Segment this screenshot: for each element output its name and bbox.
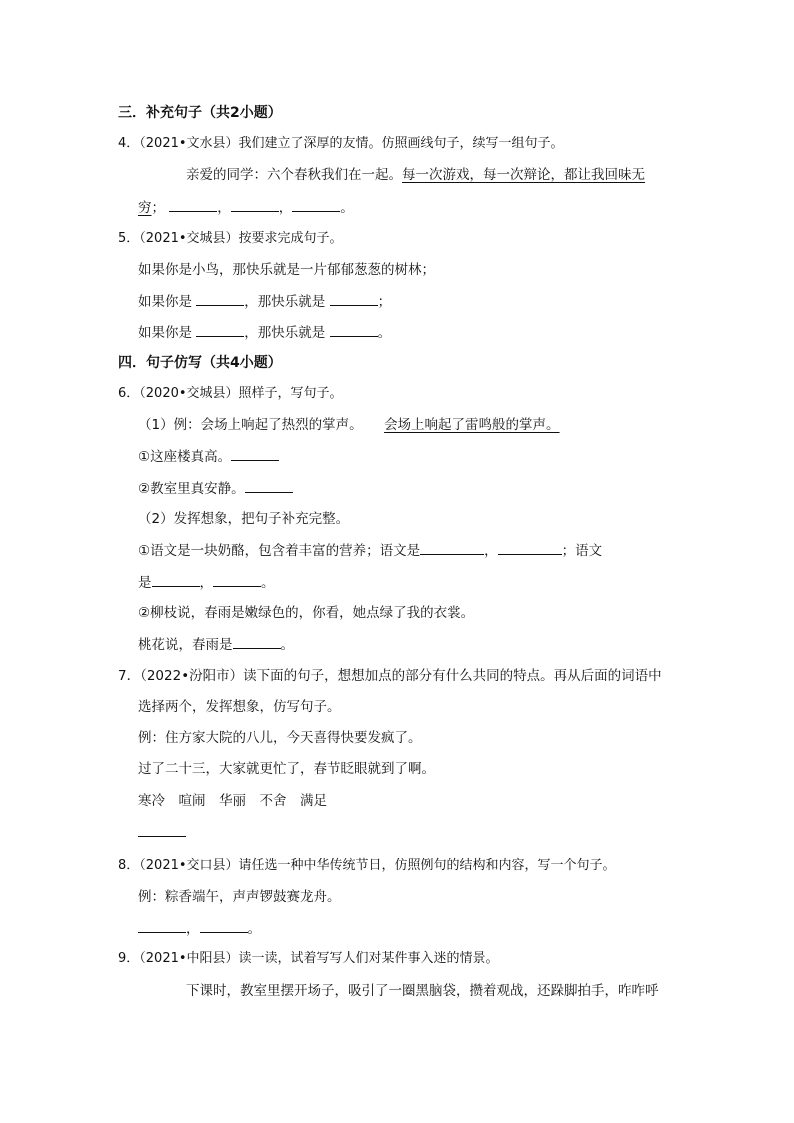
q4-plain: 亲爱的同学：六个春秋我们在一起。 [186,167,402,183]
q6-sep: ， [199,575,213,591]
q5-end: ； [377,294,392,310]
question-7-stem-2: 选择两个，发挥想象，仿写句子。 [138,699,341,715]
answer-blank[interactable] [231,198,279,212]
section-title-4: 四．句子仿写（共4小题） [118,355,282,371]
question-7-example-1: 例：住方家大院的八儿，今天喜得快要发疯了。 [138,730,422,746]
question-6-part1-b [138,479,293,498]
question-8-stem: 8．（2021•交口县）请任选一种中华传统节日，仿照例句的结构和内容，写一个句子。 [118,858,616,873]
question-5-example: 如果你是小鸟，那快乐就是一片郁郁葱葱的树林； [138,262,435,278]
q6-example-sentence: 会场上响起了雷鸣般的掌声。 [384,417,560,433]
q6-sep: ， [484,543,498,559]
question-9-passage: 下课时，教室里摆开场子，吸引了一圈黑脑袋，攒着观战，还跺脚拍手，咋咋呼 [186,983,659,999]
answer-blank[interactable] [200,919,248,933]
q5-text: 如果你是 [138,325,192,341]
question-6-part2-c [138,635,294,654]
q5-text: 如果你是 [138,294,192,310]
q5-text: ，那快乐就是 [244,294,326,310]
q6-text: ②教室里真安静。 [138,481,245,497]
answer-blank[interactable] [196,323,244,337]
answer-blank[interactable] [213,573,261,587]
q4-underlined-end: 穷 [138,200,152,216]
question-5-row1 [138,292,391,311]
question-6-part1-a [138,447,279,466]
q6-text: 是 [138,575,152,591]
answer-blank[interactable] [138,823,186,837]
answer-blank[interactable] [292,198,340,212]
q6-end: 。 [261,575,275,591]
q6-text: 桃花说，春雨是 [138,637,233,653]
answer-blank[interactable] [233,635,281,649]
answer-blank[interactable] [169,198,217,212]
question-8-example: 例：粽香端午，声声锣鼓赛龙舟。 [138,889,341,905]
section-title-3: 三．补充句子（共2小题） [118,105,282,121]
question-5-row2 [138,323,391,342]
answer-blank[interactable] [420,541,484,555]
question-7-word-list: 寒冷 喧闹 华丽 不舍 满足 [138,793,327,809]
question-4-line2 [138,198,354,217]
question-9-stem: 9．（2021•中阳县）读一读，试着写写人们对某件事入迷的情景。 [118,951,499,966]
question-6-part2-b: ②柳枝说，春雨是嫩绿色的，你看，她点绿了我的衣裳。 [138,605,475,621]
question-6-stem: 6．（2020•交城县）照样子，写句子。 [118,386,343,401]
q6-text: ；语文 [561,543,603,559]
answer-blank[interactable] [152,573,200,587]
q4-end: 。 [340,200,354,216]
q8-sep: ， [186,921,200,937]
question-6-part2-label: （2）发挥想象，把句子补充完整。 [138,511,350,527]
question-6-part2-a2 [138,573,275,592]
answer-blank[interactable] [330,292,378,306]
q5-text: ，那快乐就是 [244,325,326,341]
question-6-part1-example [138,416,560,434]
q4-underlined: 每一次游戏，每一次辩论，都让我回味无 [402,167,645,183]
question-6-part2-a [138,541,602,560]
question-7-example-2: 过了二十三，大家就更忙了，春节眨眼就到了啊。 [138,761,435,777]
question-8-answer-line [138,919,261,938]
q6-end: 。 [280,637,294,653]
answer-blank[interactable] [231,447,279,461]
answer-blank[interactable] [196,292,244,306]
q4-sep: ， [278,200,293,216]
q5-end: 。 [377,325,392,341]
q4-sep: ， [217,200,231,216]
q4-tail: ； [151,200,165,216]
question-7-stem-1: 7．（2022•汾阳市）读下面的句子，想想加点的部分有什么共同的特点。再从后面的词语中 [118,668,662,684]
answer-blank[interactable] [330,323,378,337]
question-5-stem: 5．（2021•交城县）按要求完成句子。 [118,231,343,246]
question-7-answer-line [138,823,186,842]
answer-blank[interactable] [245,479,293,493]
answer-blank[interactable] [498,541,562,555]
answer-blank[interactable] [138,919,186,933]
question-4-line1 [186,166,645,184]
question-4-stem: 4．（2021•文水县）我们建立了深厚的友情。仿照画线句子，续写一组句子。 [118,136,564,151]
q6-label: （1）例：会场上响起了热烈的掌声。 [138,417,363,433]
q6-text: ①语文是一块奶酪，包含着丰富的营养；语文是 [138,543,421,559]
q6-text: ①这座楼真高。 [138,449,232,465]
q8-end: 。 [247,921,261,937]
